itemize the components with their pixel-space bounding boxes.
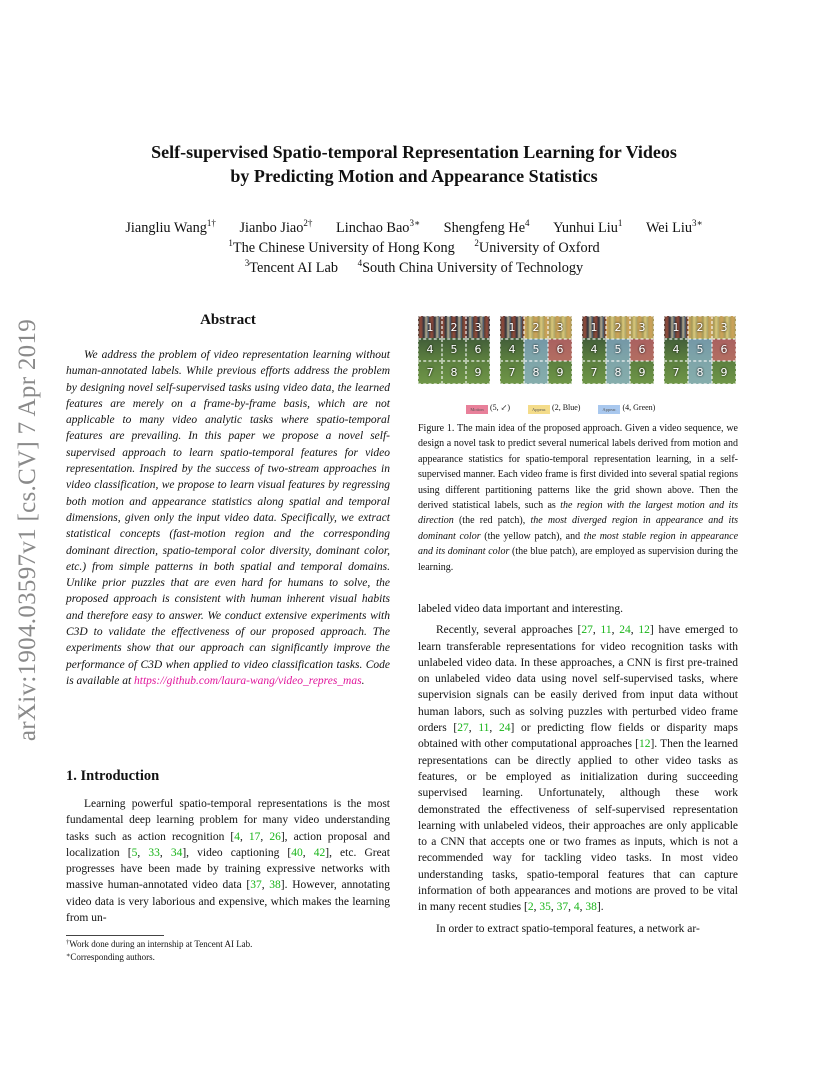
- affiliation-line: [0, 238, 828, 258]
- author: Yunhui Liu$^1$: [553, 218, 623, 236]
- citation-link[interactable]: 26: [269, 830, 281, 843]
- legend-entry: Motion (5, ↙): [466, 403, 510, 412]
- citation-link[interactable]: 42: [313, 846, 326, 859]
- title-line-1: Self-supervised Spatio-temporal Representation Learning for Videos: [151, 142, 677, 162]
- author: Linchao Bao$^{3∗}$: [336, 218, 421, 236]
- right-column-text: [418, 601, 738, 937]
- citation-link[interactable]: 4: [234, 830, 240, 843]
- grid-cell: 4: [664, 339, 688, 362]
- citation-link[interactable]: 17: [248, 830, 261, 843]
- grid-cell: 7: [418, 361, 442, 384]
- grid-cell: 4: [582, 339, 606, 362]
- affiliation: $^2$University of Oxford: [474, 238, 600, 256]
- grid-cell: 8: [524, 361, 548, 384]
- figure-caption: Figure 1. The main idea of the proposed approach. Given a video sequence, we design a novel task to predict several numerical labels derived from motion and appearance statistics for spatio-temporal representation learning, in a self-supervised manner. Each video frame is first divided into several spatial regions using different partitioning patterns like the grid shown above. Then the derived statistical labels, such as the region with the largest motion and its direction (the red patch), the most diverged region in appearance and its dominant color (the yellow patch), and the most stable region in appearance and its dominant color (the blue patch), are employed as supervision during the learning.: [418, 423, 739, 573]
- grid-cell: 5: [524, 339, 548, 362]
- grid-cell: 5: [688, 339, 712, 362]
- affiliation: $^4$South China University of Technology: [357, 258, 584, 276]
- video-frame: [664, 316, 736, 384]
- video-frame: [418, 316, 490, 384]
- affiliation: $^3$Tencent AI Lab: [244, 258, 338, 276]
- partition-grid: [664, 316, 736, 384]
- affiliation: $^1$The Chinese University of Hong Kong: [228, 238, 455, 256]
- citation-link[interactable]: 27: [457, 722, 469, 735]
- grid-cell: 5: [606, 339, 630, 362]
- grid-cell: 1: [418, 316, 442, 339]
- legend-swatch-yellow: Appear.: [528, 405, 550, 414]
- citation-link[interactable]: 35: [539, 901, 551, 914]
- author: Jiangliu Wang$^{1\dagger}$: [125, 218, 216, 236]
- citation-link[interactable]: 37: [250, 879, 262, 892]
- footnote-divider: [66, 935, 164, 936]
- grid-cell: 1: [582, 316, 606, 339]
- grid-cell: 3: [466, 316, 490, 339]
- legend-swatch-blue: Appear.: [598, 405, 620, 414]
- abstract-heading: Abstract: [200, 312, 256, 328]
- section-heading: 1. Introduction: [66, 768, 160, 784]
- citation-link[interactable]: 37: [556, 901, 569, 914]
- author: Wei Liu$^{3∗}$: [645, 218, 703, 236]
- grid-cell: 7: [664, 361, 688, 384]
- citation-link[interactable]: 40: [291, 846, 303, 859]
- paragraph: Recently, several approaches [27, 11, 24, 12] have emerged to learn transferable representations for video recognition tasks with unlabeled video data. In these approaches, a CNN is first pre-trained on unlabeled video data using novel self-supervised tasks, where supervision signals can be easily derived from input data without human labors, such as solving puzzles with perturbed video frame orders [27, 11, 24] or predicting flow fields or disparity maps obtained with other computational approaches [12]. Then the learned representations can be directly applied to other video tasks as features, or be employed as initialization during succeeding supervised learning. Unfortunately, although these work demonstrated the effectiveness of self-supervised representation learning with unlabeled videos, their approaches are only applicable to a CNN that accepts one or two frames as inputs, which is not a recommended way for tackling video tasks. In most video understanding tasks, spatio-temporal features that can capture information of both appearances and motions are proved to be vital in many recent studies [2, 35, 37, 4, 38].: [418, 624, 739, 914]
- citation-link[interactable]: 38: [585, 901, 597, 914]
- grid-cell: 7: [582, 361, 606, 384]
- arxiv-watermark: [8, 290, 48, 770]
- abstract-text: We address the problem of video representation learning without human-annotated labels. While previous efforts address the problem by designing novel self-supervised tasks using video data, the learned features are merely on a frame-by-frame basis, which are not applicable to many video analytic tasks where spatio-temporal features are prevailing. In this paper we propose a novel self-supervised approach to learn spatio-temporal features for video representation. Inspired by the success of two-stream approaches in video classification, we propose to learn visual features by regressing both motion and appearance statistics along spatial and temporal dimensions, given only the input video data. Specifically, we extract statistical concepts (fast-motion region and the corresponding dominant direction, spatio-temporal color diversity, dominant color, etc.) from simple patterns in both spatial and temporal domains. Unlike prior puzzles that are even hard for humans to solve, the proposed approach is consistent with human inherent visual habits and therefore easy to answer. We conduct extensive experiments with C3D to validate the effectiveness of our proposed approach. The experiments show that our approach can significantly improve the performance of C3D when applied to video classification tasks. Code is available at https://github.com/laura-wang/video_repres_mas.: [66, 349, 390, 687]
- paragraph: In order to extract spatio-temporal features, a network ar-: [436, 922, 700, 935]
- footnotes: [66, 938, 396, 964]
- citation-link[interactable]: 12: [638, 624, 650, 637]
- title-line-2: by Predicting Motion and Appearance Statistics: [230, 166, 598, 186]
- grid-cell: 4: [418, 339, 442, 362]
- figure-legend: [466, 403, 746, 414]
- grid-cell: 6: [466, 339, 490, 362]
- grid-cell: 9: [466, 361, 490, 384]
- grid-cell: 6: [630, 339, 654, 362]
- grid-cell: 8: [606, 361, 630, 384]
- grid-cell: 3: [630, 316, 654, 339]
- legend-entry: Appear. (4, Green): [598, 403, 655, 412]
- citation-link[interactable]: 12: [638, 738, 651, 751]
- grid-cell: 3: [712, 316, 736, 339]
- citation-link[interactable]: 4: [573, 901, 580, 914]
- citation-link[interactable]: 27: [581, 624, 593, 637]
- grid-cell: 2: [606, 316, 630, 339]
- citation-link[interactable]: 11: [478, 722, 490, 735]
- arxiv-identifier: arXiv:1904.03597v1 [cs.CV] 7 Apr 2019: [14, 318, 41, 742]
- grid-cell: 1: [500, 316, 524, 339]
- legend-entry: Appear. (2, Blue): [528, 403, 580, 412]
- citation-link[interactable]: 11: [600, 624, 612, 637]
- partition-grid: [582, 316, 654, 384]
- grid-cell: 5: [442, 339, 466, 362]
- citation-link[interactable]: 2: [527, 901, 534, 914]
- citation-link[interactable]: 24: [619, 624, 631, 637]
- grid-cell: 6: [548, 339, 572, 362]
- video-frame: [500, 316, 572, 384]
- affiliation-line: [0, 258, 828, 278]
- paragraph: labeled video data important and interesting.: [418, 603, 624, 615]
- grid-cell: 7: [500, 361, 524, 384]
- grid-cell: 2: [442, 316, 466, 339]
- citation-link[interactable]: 38: [269, 879, 281, 892]
- grid-cell: 9: [548, 361, 572, 384]
- footnote: ∗Corresponding authors.: [66, 952, 155, 962]
- code-link[interactable]: https://github.com/laura-wang/video_repres_mas: [134, 674, 362, 687]
- legend-swatch-red: Motion: [466, 405, 488, 414]
- author-block: [0, 218, 828, 278]
- author-list: [0, 218, 828, 238]
- citation-link[interactable]: 34: [170, 846, 183, 859]
- citation-link[interactable]: 24: [498, 722, 511, 735]
- video-frame: [582, 316, 654, 384]
- citation-link[interactable]: 5: [131, 846, 138, 859]
- grid-cell: 6: [712, 339, 736, 362]
- author: Jianbo Jiao$^{2\dagger}$: [239, 218, 313, 236]
- paper-title: [0, 140, 828, 188]
- footnote: †Work done during an internship at Tencent AI Lab.: [66, 939, 253, 949]
- grid-cell: 2: [524, 316, 548, 339]
- grid-cell: 9: [712, 361, 736, 384]
- partition-grid: [418, 316, 490, 384]
- grid-cell: 3: [548, 316, 572, 339]
- partition-grid: [500, 316, 572, 384]
- grid-cell: 9: [630, 361, 654, 384]
- intro-paragraph: Learning powerful spatio-temporal representations is the most fundamental deep learning problem for many video understanding tasks such as action recognition [4, 17, 26], action proposal and localization [5, 33, 34], video captioning [40, 42], etc. Great progresses have been made by training expressive networks with massive human-annotated video data [37, 38]. However, annotating video data is very laborious and expensive, which makes the learning from un-: [66, 798, 391, 925]
- grid-cell: 8: [688, 361, 712, 384]
- figure-1-frames: [418, 316, 740, 392]
- grid-cell: 4: [500, 339, 524, 362]
- grid-cell: 8: [442, 361, 466, 384]
- citation-link[interactable]: 33: [148, 846, 160, 859]
- grid-cell: 1: [664, 316, 688, 339]
- grid-cell: 2: [688, 316, 712, 339]
- author: Shengfeng He$^4$: [443, 218, 530, 236]
